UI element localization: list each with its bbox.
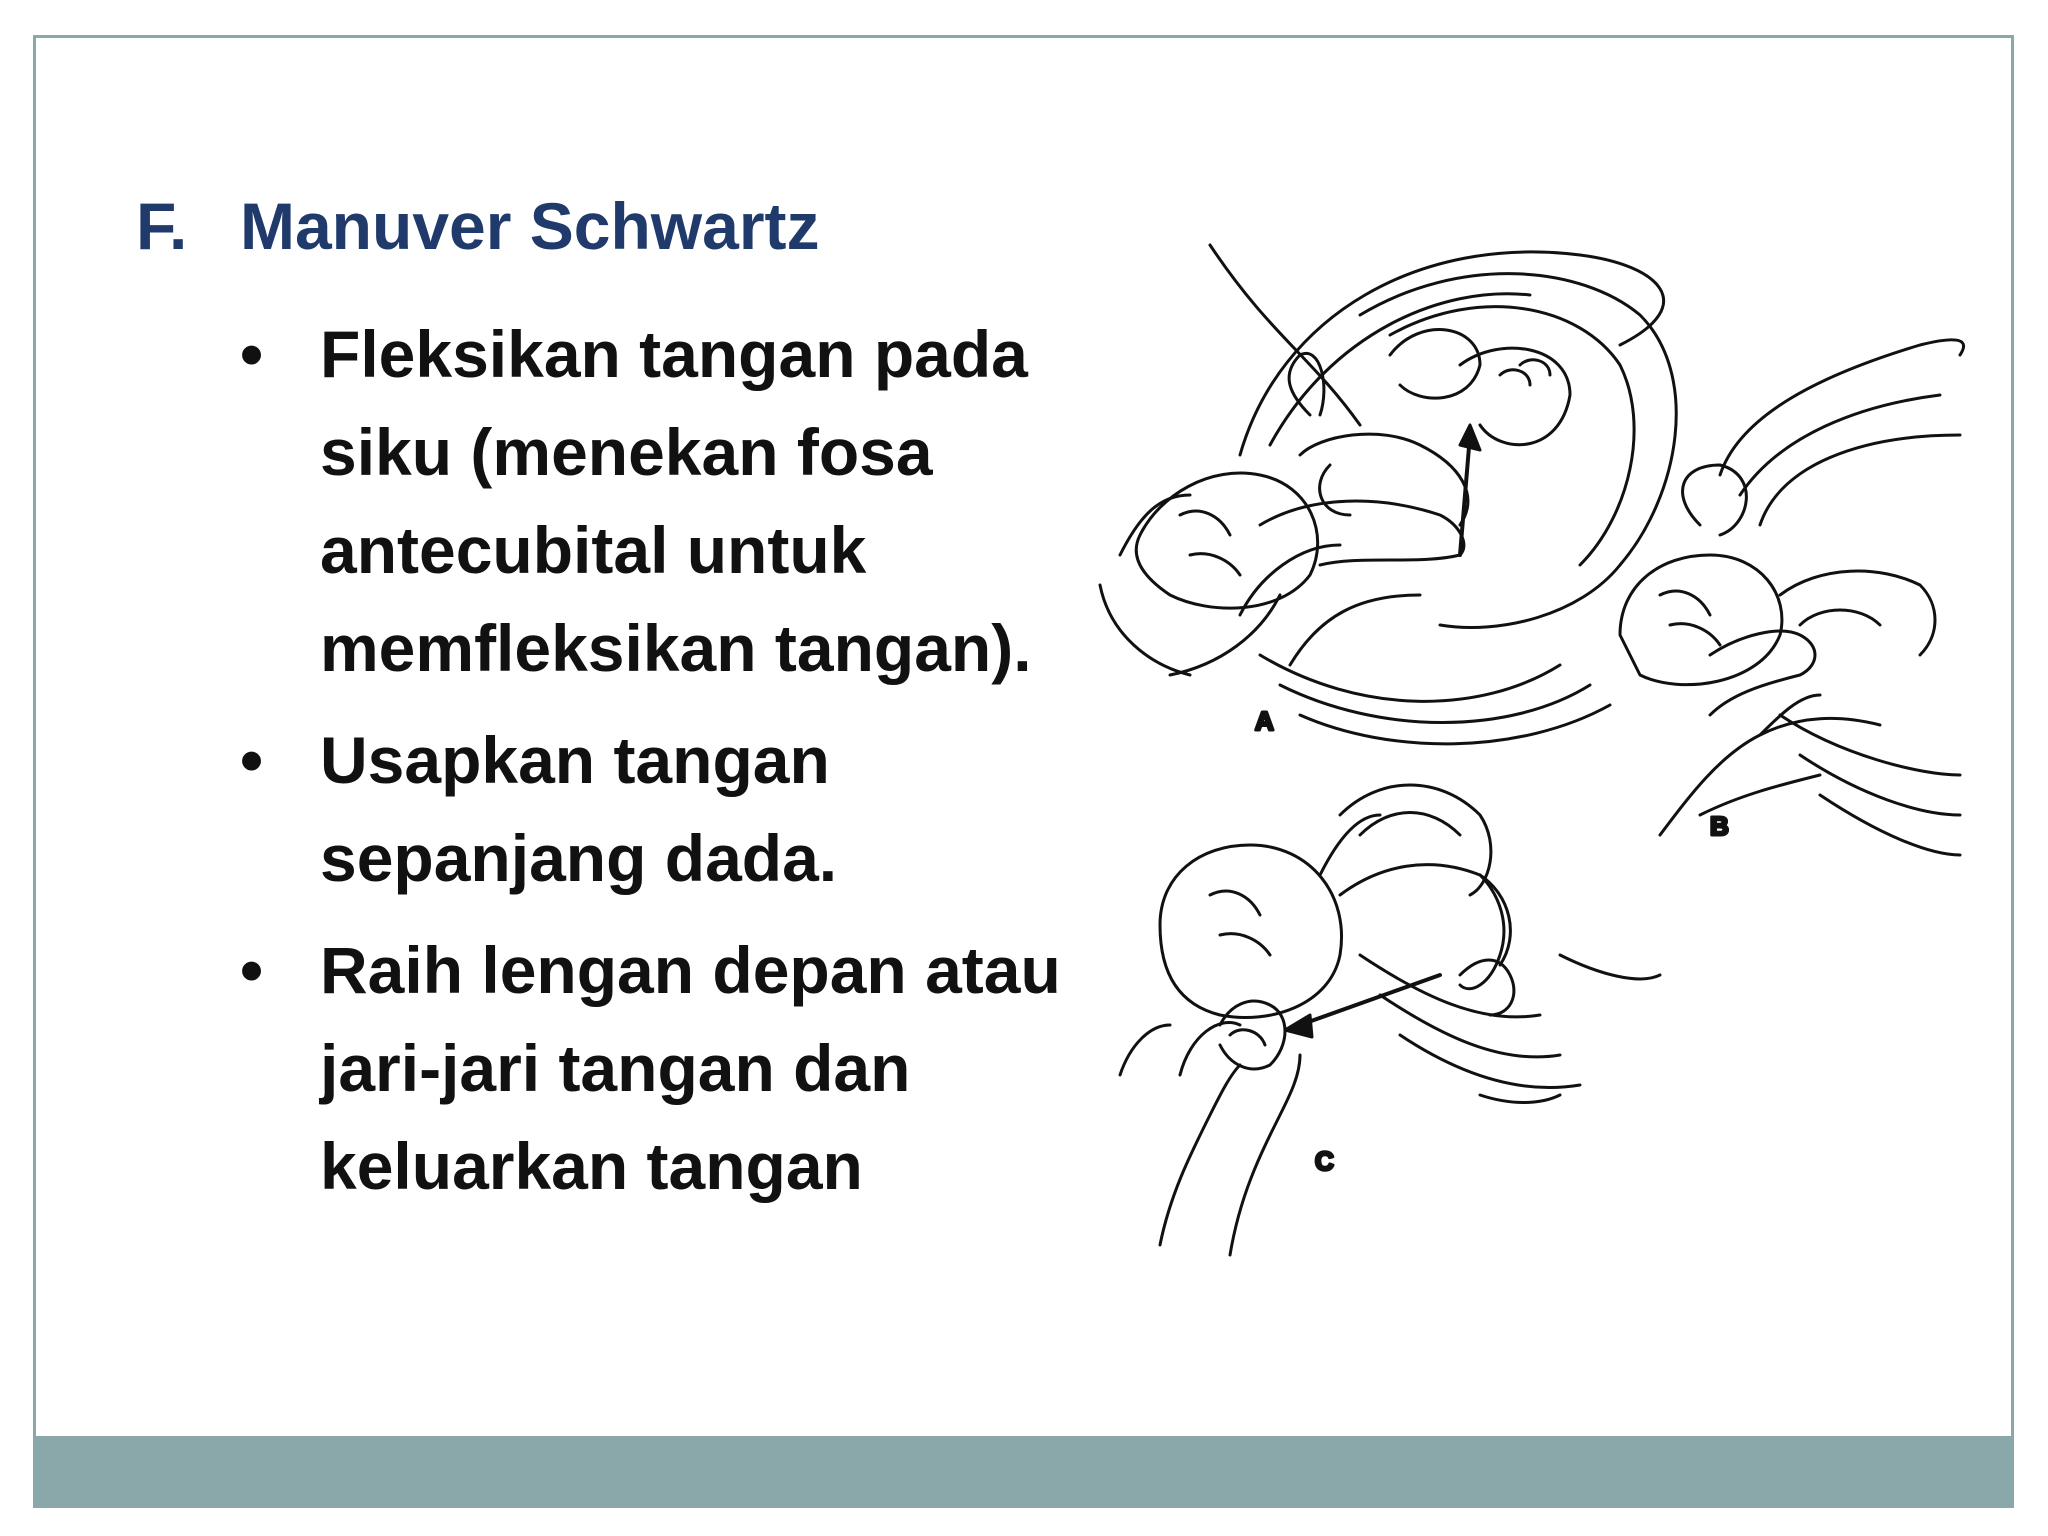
bullet-dot: • bbox=[240, 723, 264, 797]
panel-b-drawing bbox=[1620, 340, 1964, 855]
panel-label-a: A bbox=[1255, 706, 1274, 736]
bullet-list bbox=[240, 305, 1120, 1229]
bullet-text: Usapkan tangan sepanjang dada. bbox=[320, 723, 838, 895]
slide-heading bbox=[136, 188, 820, 264]
bullet-item bbox=[240, 921, 1120, 1215]
panel-label-b: B bbox=[1710, 811, 1729, 841]
bullet-text: Fleksikan tangan pada siku (menekan fosa antecubital untuk memfleksikan tangan). bbox=[320, 317, 1032, 685]
bullet-item bbox=[240, 711, 1120, 907]
heading-letter: F. bbox=[136, 189, 188, 263]
schwartz-maneuver-illustration bbox=[1060, 195, 1980, 1315]
bottom-band bbox=[33, 1436, 2014, 1508]
panel-label-c: C bbox=[1315, 1146, 1334, 1176]
panel-a-drawing bbox=[1100, 245, 1676, 744]
bullet-item bbox=[240, 305, 1120, 697]
bullet-text: Raih lengan depan atau jari-jari tangan dan keluarkan tangan bbox=[320, 933, 1061, 1203]
bullet-dot: • bbox=[240, 933, 264, 1007]
bullet-dot: • bbox=[240, 317, 264, 391]
heading-title: Manuver Schwartz bbox=[240, 189, 820, 263]
panel-c-drawing bbox=[1120, 785, 1660, 1255]
